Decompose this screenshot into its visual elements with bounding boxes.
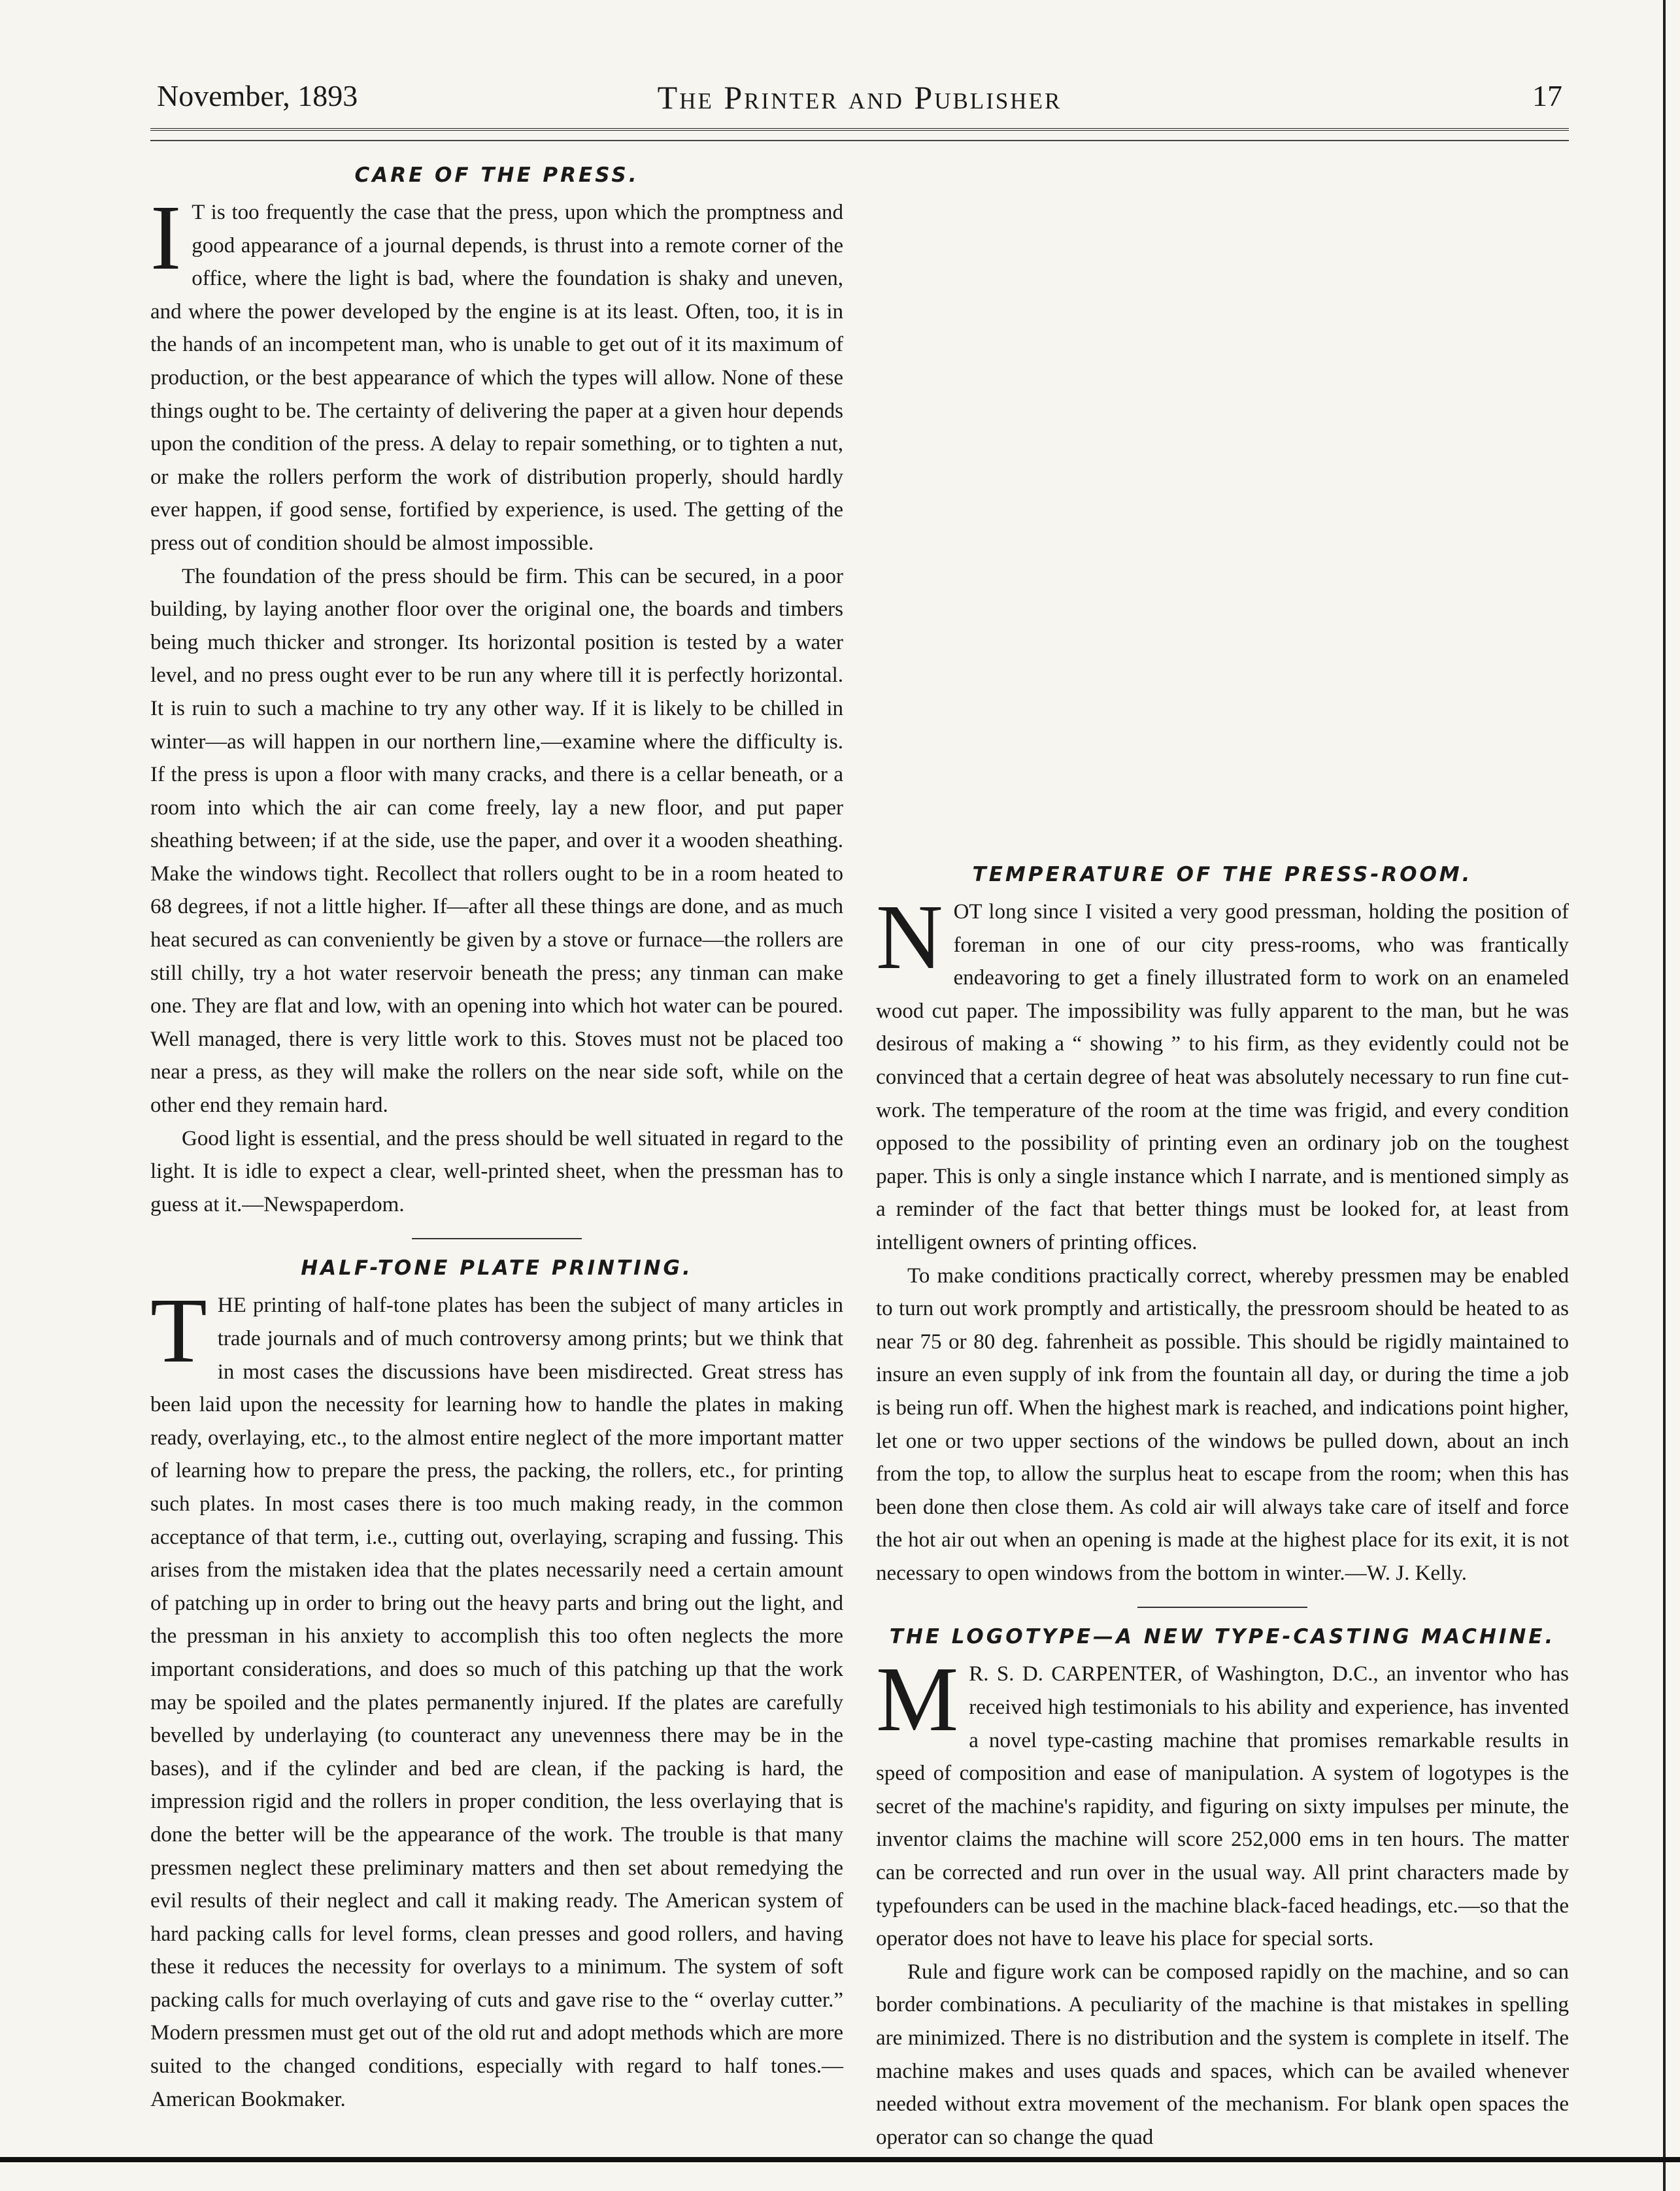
page-number: 17	[1532, 79, 1562, 112]
left-column	[150, 157, 843, 2124]
article-paragraph: Rule and figure work can be composed rapidly on the machine, and so can border combinations. A peculiarity of the machine is that mistakes in spelling are minimized. There is no distribution and the system is complete in itself. The machine makes and uses quads and spaces, which can be availed whenever needed without extra movement of the mechanism. For blank open spaces the operator can so change the quad	[876, 1960, 1569, 2149]
article-title: HALF-TONE PLATE PRINTING.	[301, 1256, 693, 1280]
article-paragraph: The foundation of the press should be firm. This can be secured, in a poor building, by laying another floor over the original one, the boards and timbers being much thicker and stronger. Its horizontal position is tested by a water level, and no press ought ever to be run any where till it is perfectly horizontal. It is ruin to such a machine to try any other way. If it is likely to be chilled in winter—as will happen in our northern line,—examine where the difficulty is. If the press is upon a floor with many cracks, and there is a cellar beneath, or a room into which the air can come freely, lay a new floor, and put paper sheathing between; if at the side, use the paper, and over it a wooden sheathing. Make the windows tight. Recollect that rollers ought to be in a room heated to 68 degrees, if not a little higher. If—after all these things are done, and as much heat secured as can conveniently be given by a stove or furnace—the rollers are still chilly, try a hot water reservoir beneath the press; any tinman can make one. They are flat and low, with an opening into which hot water can be poured. Well managed, there is very little work to this. Stoves must not be placed too near a press, as they will make the rollers on the near side soft, while on the other end they remain hard.	[150, 564, 843, 1118]
article-half-tone-plate-printing	[150, 1256, 843, 2116]
bottom-border-rule	[0, 2157, 1680, 2162]
article-logotype-machine	[876, 1625, 1569, 2154]
article-paragraph: I T is too frequently the case that the press, upon which the promptness and good appearance of a journal depends, is thrust into a remote corner of the office, where the light is bad, where the foundation is shaky and uneven, and where the power developed by the engine is at its least. Often, too, it is in the hands of an incompetent man, who is unable to get out of it its maximum of production, or the best appearance of which the types will allow. None of these things ought to be. The certainty of delivering the paper at a given hour depends upon the condition of the press. A delay to repair something, or to tighten a nut, or make the rollers perform the work of distribution properly, should hardly ever happen, if good sense, fortified by experience, is used. The getting of the press out of condition should be almost impossible.	[150, 186, 843, 555]
drop-cap: M	[876, 1647, 959, 1751]
article-care-of-the-press	[150, 163, 843, 1221]
article-paragraph: To make conditions practically correct, whereby pressmen may be enabled to turn out work promptly and artistically, the pressroom should be heated to as near 75 or 80 deg. fahrenheit as possible. This should be rigidly maintained to insure an even supply of ink from the fountain all day, or during the time a job is being run off. When the highest mark is reached, and indications point higher, let one or two upper sections of the windows be pulled down, about an inch from the top, to allow the surplus heat to escape from the room; when this has been done then close them. As cold air will always take care of itself and force the hot air out when an opening is made at the highest place for its exit, it is not necessary to open windows from the bottom in winter.—W. J. Kelly.	[876, 1263, 1569, 1585]
article-title: TEMPERATURE OF THE PRESS-ROOM.	[972, 863, 1473, 886]
article-divider	[1137, 1607, 1307, 1608]
publication-title: The Printer and Publisher	[657, 79, 1062, 116]
drop-cap: I	[150, 186, 182, 289]
article-divider	[412, 1238, 582, 1239]
article-paragraph: Good light is essential, and the press should be well situated in regard to the light. It is idle to expect a clear, well-printed sheet, when the pressman has to guess at it.—Newspaperdom.	[150, 1126, 843, 1216]
page-header	[150, 72, 1569, 118]
article-title: CARE OF THE PRESS.	[354, 163, 639, 187]
article-temperature-of-press-room	[876, 863, 1569, 1590]
issue-date: November, 1893	[157, 79, 358, 112]
article-paragraph: NOT long since I visited a very good pressman, holding the position of foreman in one of our city press-rooms, who was frantically endeavoring to get a finely illustrated form to work on an enameled wood cut paper. The impossibility was fully apparent to the man, but he was desirous of making a “ showing ” to his firm, as they evidently could not be convinced that a certain degree of heat was absolutely necessary to run fine cut-work. The temperature of the room at the time was frigid, and every condition opposed to the possibility of printing even an ordinary job on the toughest paper. This is only a single instance which I narrate, and is mentioned simply as a reminder of the fact that better things must be looked for, at least from intelligent owners of printing offices.	[876, 885, 1569, 1254]
article-title: THE LOGOTYPE—A NEW TYPE-CASTING MACHINE.	[889, 1625, 1556, 1649]
article-paragraph: M R. S. D. CARPENTER, of Washington, D.C., an inventor who has received high testimonials to his ability and experience, has invented a novel type-casting machine that promises remarkable results in speed of composition and ease of manipulation. A system of logotypes is the secret of the machine's rapidity, and figuring on sixty impulses per minute, the inventor claims the machine will score 252,000 ems in ten hours. The matter can be corrected and run over in the usual way. All print characters made by typefounders can be used in the machine black-faced headings, etc.—so that the operator does not have to leave his place for special sorts.	[876, 1647, 1569, 1951]
drop-cap: N	[876, 885, 943, 988]
article-paragraph: THE printing of half-tone plates has been the subject of many articles in trade journals and of much controversy among prints; but we think that in most cases the discussions have been misdirected. Great stress has been laid upon the necessity for learning how to handle the plates in making ready, overlaying, etc., to the almost entire neglect of the more important matter of learning how to prepare the press, the packing, the rollers, etc., for printing such plates. In most cases there is too much making ready, in the common acceptance of that term, i.e., cutting out, overlaying, scraping and fussing. This arises from the mistaken idea that the plates necessarily need a certain amount of patching up in order to bring out the heavy parts and bring out the light, and the pressman in his anxiety to accomplish this too often neglects the more important considerations, and does so much of this patching up that the work may be spoiled and the plates permanently injured. If the plates are carefully bevelled by underlaying (to counteract any unevenness there may be in the bases), and if the cylinder and bed are clean, if the packing is hard, the impression rigid and the rollers in proper condition, the less overlaying that is done the better will be the appearance of the work. The trouble is that many pressmen neglect these preliminary matters and then set about remedying the evil results of their neglect and call it making ready. The American system of hard packing calls for level forms, clean presses and good rollers, and having these it reduces the necessity for overlays to a minimum. The system of soft packing calls for much overlaying of cuts and gave rise to the “ overlay cutter.” Modern pressmen must get out of the old rut and adopt methods which are more suited to the changed conditions, especially with regard to half tones.—American Bookmaker.	[150, 1279, 843, 2111]
right-column	[876, 157, 1569, 2149]
header-rule	[150, 128, 1569, 141]
drop-cap: T	[150, 1279, 207, 1382]
right-border-rule	[1663, 0, 1666, 2191]
